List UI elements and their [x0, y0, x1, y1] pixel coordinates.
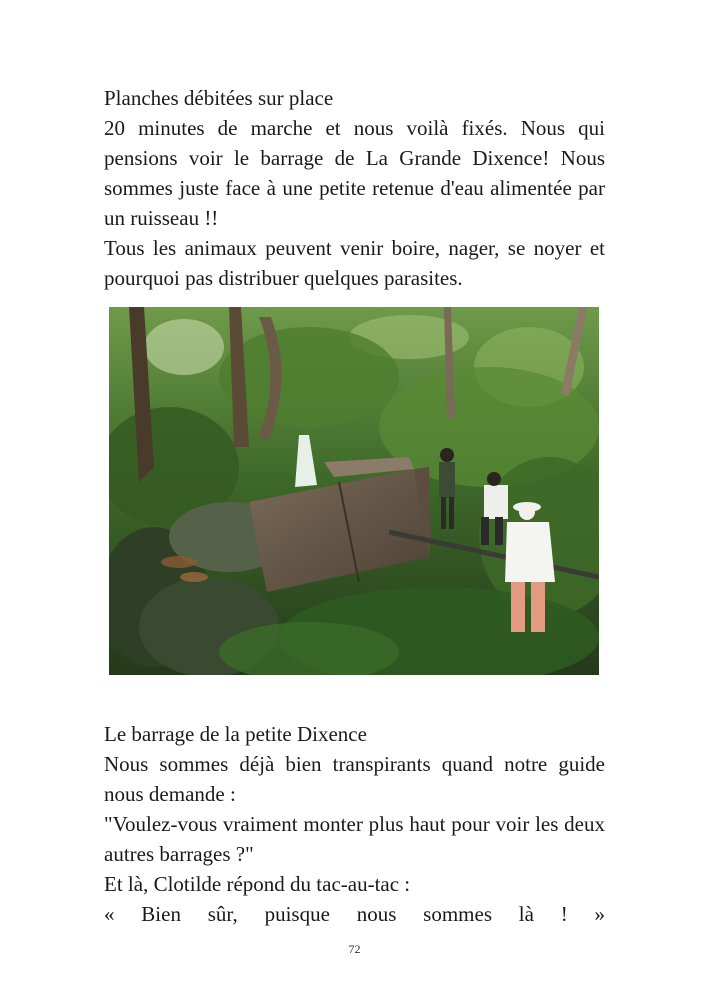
- section-planches: [104, 83, 605, 293]
- quote-line: "Voulez-vous vraiment monter plus haut pour voir les deux autres barrages ?": [104, 812, 605, 866]
- section-barrage: [104, 719, 605, 929]
- paragraph: 20 minutes de marche et nous voilà fixés. Nous qui pensions voir le barrage de La Grande Dixence! Nous sommes juste face à une petite retenue d'eau alimentée par un ruisseau !!: [104, 116, 605, 230]
- paragraph: Nous sommes déjà bien transpirants quand notre guide nous demande :: [104, 752, 605, 806]
- quote-line: « Bien sûr, puisque nous sommes là ! »: [104, 902, 605, 926]
- paragraph: Tous les animaux peuvent venir boire, nager, se noyer et pourquoi pas distribuer quelques parasites.: [104, 236, 605, 290]
- photo-forest-dam: [109, 307, 599, 675]
- paragraph: Et là, Clotilde répond du tac-au-tac :: [104, 872, 411, 896]
- page-number: 72: [348, 942, 361, 956]
- section-heading: Le barrage de la petite Dixence: [104, 722, 367, 746]
- section-heading: Planches débitées sur place: [104, 86, 334, 110]
